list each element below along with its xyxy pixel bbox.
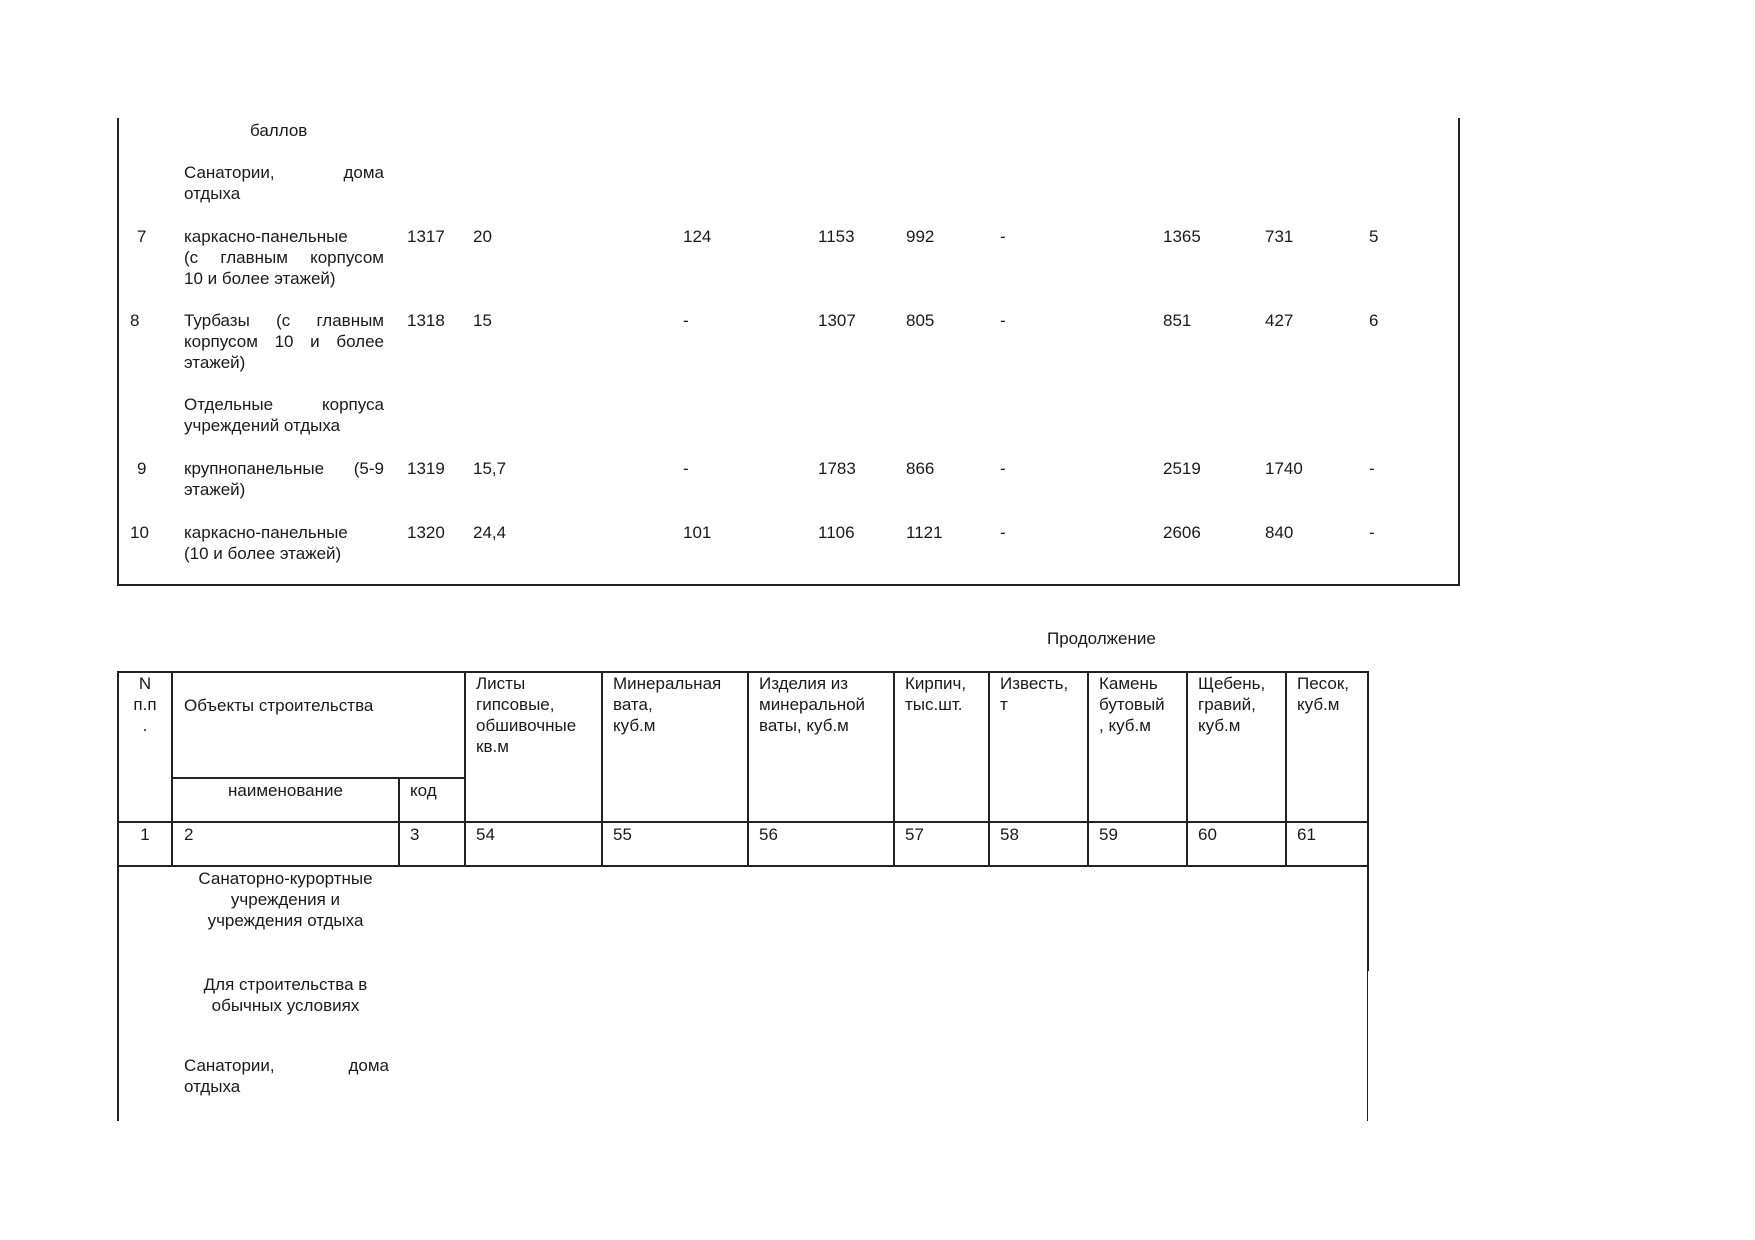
header-col58: Известь, т bbox=[1000, 674, 1069, 714]
row-name: Турбазы (с главным корпусом 10 и более этажей) bbox=[184, 311, 384, 372]
col-divider bbox=[601, 671, 603, 867]
header-col61: Песок, куб.м bbox=[1297, 674, 1349, 714]
numbering-bottom-border bbox=[117, 865, 1369, 867]
header-code: код bbox=[410, 781, 437, 800]
col-divider bbox=[1186, 671, 1188, 867]
bottom-table-top-border bbox=[117, 671, 1369, 673]
col-divider bbox=[893, 671, 895, 867]
col-divider bbox=[464, 671, 466, 867]
section-sanatorii: Санатории, дома отдыха bbox=[184, 163, 384, 203]
header-bottom-border bbox=[117, 821, 1369, 823]
col-divider bbox=[1087, 671, 1089, 867]
header-col59: Камень бутовый , куб.м bbox=[1099, 674, 1165, 735]
top-table-right-border bbox=[1458, 118, 1460, 585]
section-heading-1: Санаторно-курортные учреждения и учреждения отдыха bbox=[198, 869, 373, 930]
bottom-table-right-border bbox=[1367, 671, 1369, 971]
bottom-table-left-border bbox=[117, 671, 119, 1121]
header-col54: Листы гипсовые, обшивочные кв.м bbox=[476, 674, 577, 756]
col-divider bbox=[747, 671, 749, 867]
top-table-bottom-border bbox=[117, 584, 1460, 586]
col-divider bbox=[398, 777, 400, 867]
subheader-border bbox=[171, 777, 466, 779]
col-divider bbox=[988, 671, 990, 867]
header-col57: Кирпич, тыс.шт. bbox=[905, 674, 967, 714]
row-name: крупнопанельные (5-9 этажей) bbox=[184, 459, 384, 499]
header-col55: Минеральная вата, куб.м bbox=[613, 674, 722, 735]
header-col56: Изделия из минеральной ваты, куб.м bbox=[759, 674, 866, 735]
section-heading-3: Санатории, дома отдыха bbox=[184, 1056, 389, 1096]
row-name: каркасно-панельные (10 и более этажей) bbox=[184, 523, 348, 563]
section-heading-2: Для строительства в обычных условиях bbox=[203, 975, 368, 1015]
col-divider bbox=[1285, 671, 1287, 867]
top-table-left-border bbox=[117, 118, 119, 585]
bottom-table-right-border-thin bbox=[1367, 971, 1368, 1121]
continuation-label: Продолжение bbox=[1047, 629, 1156, 648]
section-otdelnye: Отдельные корпуса учреждений отдыха bbox=[184, 395, 384, 435]
header-tail-text: баллов bbox=[250, 121, 308, 140]
header-col60: Щебень, гравий, куб.м bbox=[1198, 674, 1266, 735]
header-num: N п.п . bbox=[133, 674, 157, 735]
row-name: каркасно-панельные (с главным корпусом 10 и более этажей) bbox=[184, 227, 384, 288]
header-name: наименование bbox=[228, 781, 343, 800]
col-divider bbox=[171, 671, 173, 867]
header-objects: Объекты строительства bbox=[184, 696, 374, 715]
